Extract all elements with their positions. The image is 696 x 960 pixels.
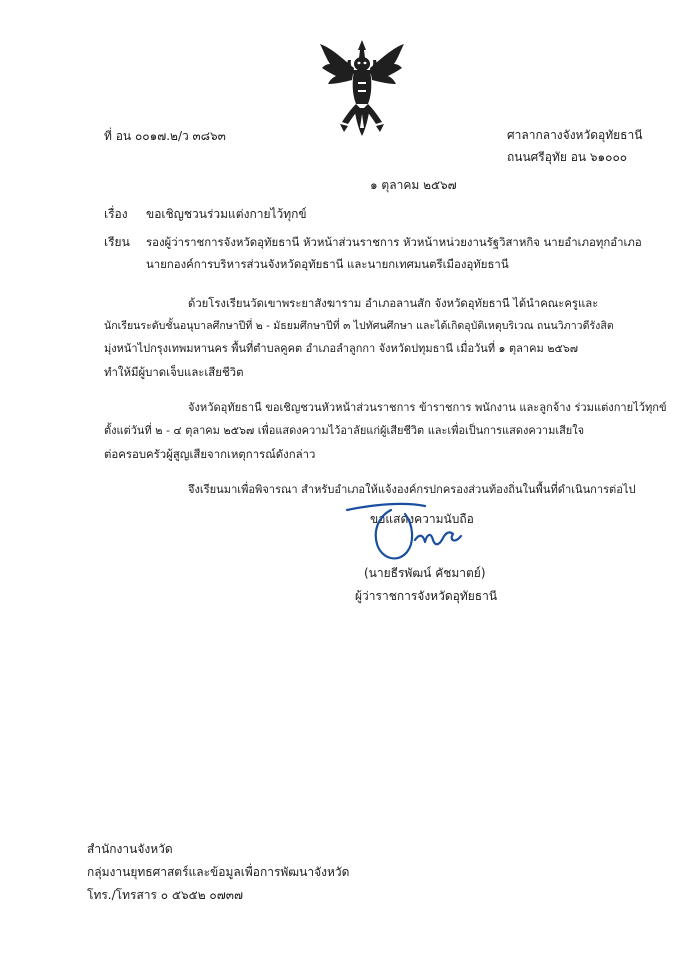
paragraph2-line1: จังหวัดอุทัยธานี ขอเชิญชวนหัวหน้าส่วนราชการ ข้าราชการ พนักงาน และลูกจ้าง ร่วมแต่งกายไว้ทุกข์	[188, 401, 667, 414]
signer-name: (นายธีรพัฒน์ คัชมาตย์)	[364, 566, 486, 580]
addressee-label: เรียน	[104, 235, 130, 249]
addressee-line1: รองผู้ว่าราชการจังหวัดอุทัยธานี หัวหน้าส่วนราชการ หัวหน้าหน่วยงานรัฐวิสาหกิจ นายอำเภอทุกอำเภอ	[146, 235, 642, 249]
paragraph1-line2: นักเรียนระดับชั้นอนุบาลศึกษาปีที่ ๒ - มัธยมศึกษาปีที่ ๓ ไปทัศนศึกษา และได้เกิดอุบัติเหตุบริเวณ ถนนวิภาวดีรังสิต	[104, 320, 614, 332]
footer-division: กลุ่มงานยุทธศาสตร์และข้อมูลเพื่อการพัฒนาจังหวัด	[87, 865, 350, 879]
document-date: ๑ ตุลาคม ๒๕๖๗	[370, 178, 457, 192]
garuda-emblem-icon	[318, 38, 406, 138]
paragraph1-line3: มุ่งหน้าไปกรุงเทพมหานคร พื้นที่ตำบลคูคต อำเภอลำลูกกา จังหวัดปทุมธานี เมื่อวันที่ ๑ ตุลาคม ๒๕๖๗	[104, 342, 579, 355]
signature	[345, 500, 495, 570]
addressee-line2: นายกองค์การบริหารส่วนจังหวัดอุทัยธานี และนายกเทศมนตรีเมืองอุทัยธานี	[146, 257, 509, 271]
paragraph3-line1: จึงเรียนมาเพื่อพิจารณา สำหรับอำเภอให้แจ้งองค์กรปกครองส่วนท้องถิ่นในพื้นที่ดำเนินการต่อไป	[188, 483, 636, 496]
office-address-line1: ศาลากลางจังหวัดอุทัยธานี	[507, 128, 643, 142]
footer-office: สำนักงานจังหวัด	[87, 842, 173, 856]
paragraph2-line3: ต่อครอบครัวผู้สูญเสียจากเหตุการณ์ดังกล่าว	[104, 447, 316, 461]
paragraph2-line2: ตั้งแต่วันที่ ๒ - ๔ ตุลาคม ๒๕๖๗ เพื่อแสดงความไว้อาลัยแก่ผู้เสียชีวิต และเพื่อเป็นการแสดงความเสียใจ	[104, 424, 585, 437]
paragraph1-line1: ด้วยโรงเรียนวัดเขาพระยาสังฆาราม อำเภอลานสัก จังหวัดอุทัยธานี ได้นำคณะครูและ	[188, 297, 599, 310]
subject-text: ขอเชิญชวนร่วมแต่งกายไว้ทุกข์	[146, 207, 307, 221]
document-number: ที่ อน ๐๐๑๗.๒/ว ๓๘๖๓	[104, 129, 226, 143]
signer-title: ผู้ว่าราชการจังหวัดอุทัยธานี	[355, 589, 498, 603]
office-address-line2: ถนนศรีอุทัย อน ๖๑๐๐๐	[507, 150, 628, 164]
closing-salutation: ขอแสดงความนับถือ	[370, 512, 474, 526]
subject-label: เรื่อง	[104, 207, 128, 221]
paragraph1-line4: ทำให้มีผู้บาดเจ็บและเสียชีวิต	[104, 365, 244, 379]
footer-contact: โทร./โทรสาร ๐ ๕๖๕๒ ๐๗๓๗	[87, 888, 243, 902]
